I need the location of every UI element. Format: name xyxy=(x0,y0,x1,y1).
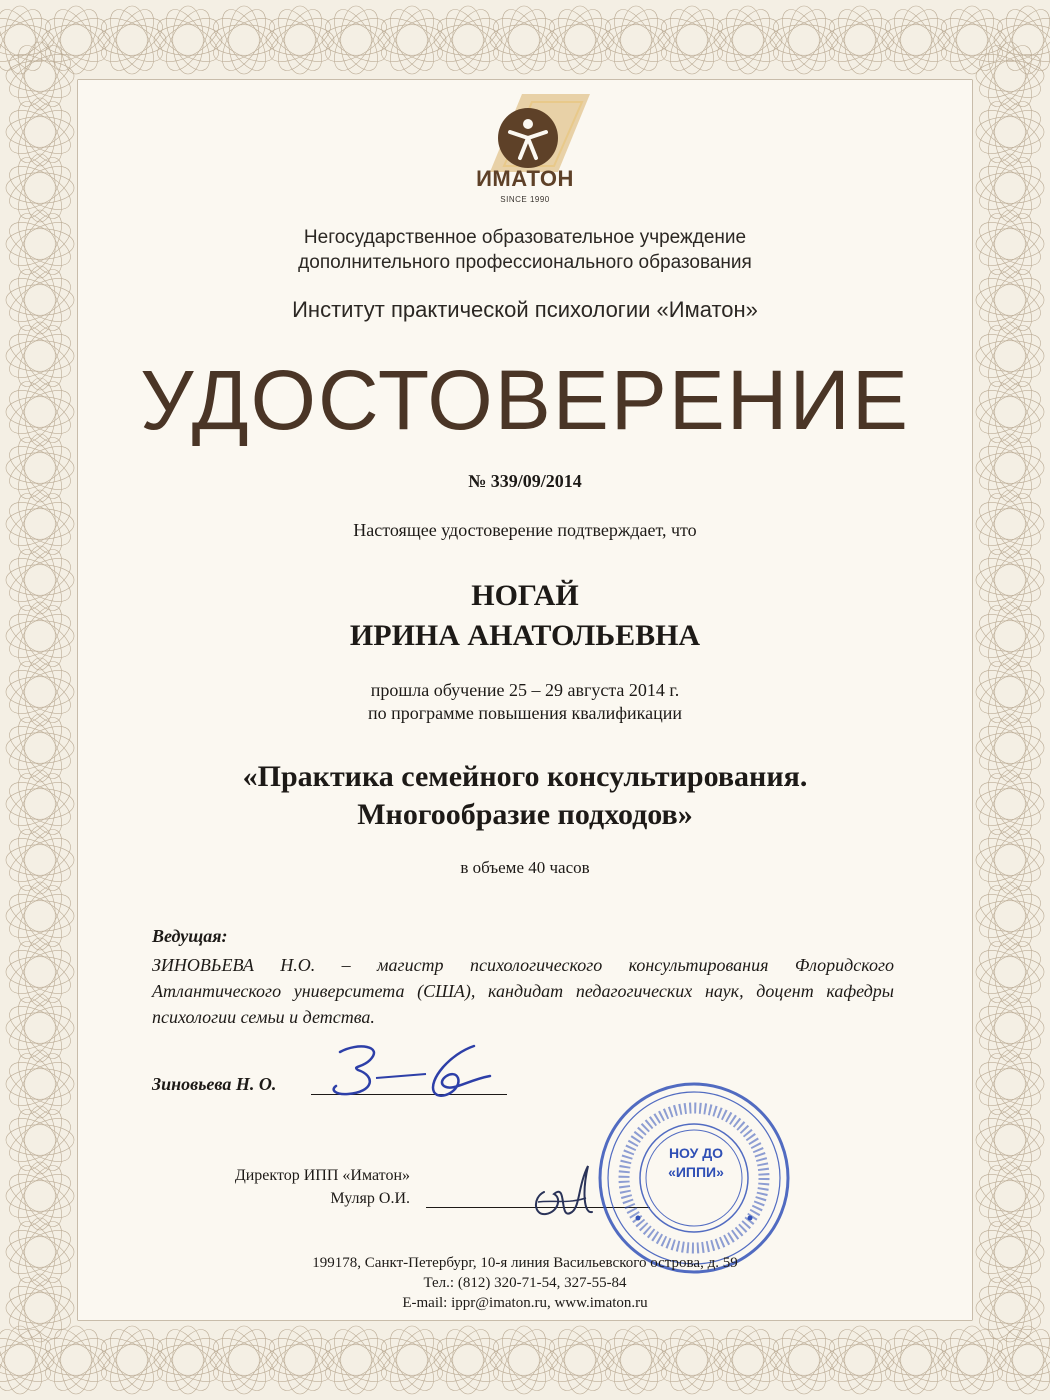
lead-signature-name: Зиновьева Н. О. xyxy=(152,1074,277,1094)
director-name: Муляр О.И. xyxy=(330,1190,410,1207)
organization-type xyxy=(0,225,1050,275)
training-program-type: по программе повышения квалификации xyxy=(368,703,682,723)
certificate-title: УДОСТОВЕРЕНИЕ xyxy=(140,353,910,447)
logo-wordmark: ИМАТОН xyxy=(476,166,574,191)
director-title: Директор ИПП «Иматон» xyxy=(234,1167,410,1184)
program-title-line-2: Многообразие подходов» xyxy=(357,798,693,831)
program-title-line-1: «Практика семейного консультирования. xyxy=(242,760,808,793)
organization-line-1: Негосударственное образовательное учреждение xyxy=(303,227,747,248)
seal-text-line-2: «ИППИ» xyxy=(668,1164,724,1180)
lead-label: Ведущая: xyxy=(152,926,228,946)
email-web-line: E-mail: ippr@imaton.ru, www.imaton.ru xyxy=(402,1295,648,1311)
lead-description: ЗИНОВЬЕВА Н.О. – магистр психологического консультирования Флоридского Атлантического университета (США), кандидат педагогических наук, доцент кафедры психологии семьи и детства. xyxy=(152,955,894,1027)
program-title xyxy=(0,758,1050,834)
course-volume: в объеме 40 часов xyxy=(460,858,590,877)
recipient-name xyxy=(0,576,1050,656)
recipient-given-names: ИРИНА АНАТОЛЬЕВНА xyxy=(349,619,701,652)
certificate-number: № 339/09/2014 xyxy=(468,471,582,491)
director-signature-icon xyxy=(528,1152,598,1232)
lead-signature-icon xyxy=(318,1040,498,1102)
seal-text-line-1: НОУ ДО xyxy=(668,1145,724,1161)
training-dates: прошла обучение 25 – 29 августа 2014 г. xyxy=(370,680,680,700)
confirmation-text: Настоящее удостоверение подтверждает, что xyxy=(353,520,697,540)
contact-address xyxy=(0,1253,1050,1313)
institute-name: Институт практической психологии «Иматон» xyxy=(292,297,758,322)
phone-line: Тел.: (812) 320-71-54, 327-55-84 xyxy=(423,1275,627,1291)
address-line: 199178, Санкт-Петербург, 10-я линия Васильевского острова, д. 59 xyxy=(312,1255,738,1271)
logo-since: SINCE 1990 xyxy=(500,195,550,204)
recipient-surname: НОГАЙ xyxy=(471,579,579,612)
training-details xyxy=(0,679,1050,725)
organization-line-2: дополнительного профессионального образования xyxy=(298,252,752,273)
